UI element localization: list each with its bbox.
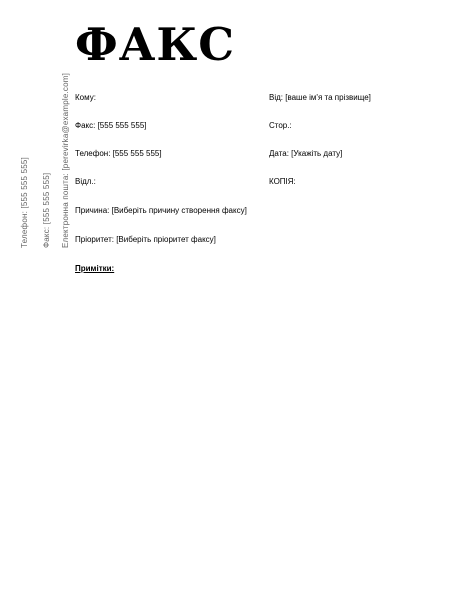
reason-field: Причина: [Виберіть причину створення факсу] bbox=[75, 206, 247, 215]
copy-field: КОПІЯ: bbox=[269, 177, 296, 186]
priority-field: Пріоритет: [Виберіть пріоритет факсу] bbox=[75, 235, 216, 244]
sidebar-email: Електронна пошта: [perevirka@example.com] bbox=[61, 72, 70, 248]
from-field: Від: [ваше ім'я та прізвище] bbox=[269, 93, 371, 102]
phone-field: Телефон: [555 555 555] bbox=[75, 149, 162, 158]
department-field: Відл.: bbox=[75, 177, 96, 186]
sidebar-fax: Факс: [555 555 555] bbox=[42, 172, 51, 248]
to-field: Кому: bbox=[75, 93, 96, 102]
date-field: Дата: [Укажіть дату] bbox=[269, 149, 343, 158]
sidebar-phone: Телефон: [555 555 555] bbox=[20, 157, 29, 248]
fax-field: Факс: [555 555 555] bbox=[75, 121, 147, 130]
pages-field: Стор.: bbox=[269, 121, 292, 130]
page-title: ФАКС bbox=[75, 18, 236, 71]
notes-heading: Примітки: bbox=[75, 264, 115, 273]
